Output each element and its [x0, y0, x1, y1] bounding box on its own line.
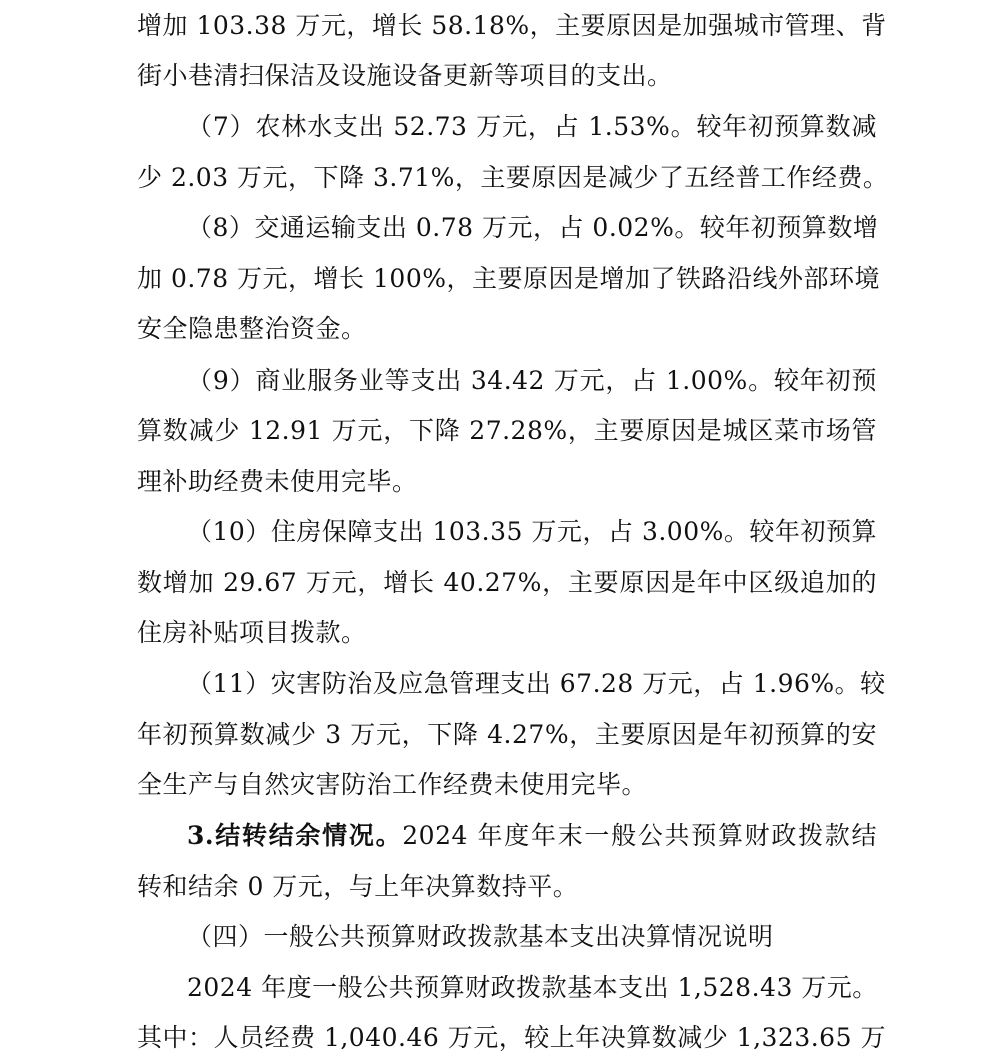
paragraph-line-1: 增加 103.38 万元，增长 58.18%，主要原因是加强城市管理、背 [137, 11, 887, 40]
paragraph-line-7: 安全隐患整治资金。 [137, 314, 367, 343]
paragraph-line-12: 数增加 29.67 万元，增长 40.27%，主要原因是年中区级追加的 [137, 568, 877, 597]
section3-line-2: 转和结余 0 万元，与上年决算数持平。 [137, 872, 579, 901]
paragraph-line-14: （11）灾害防治及应急管理支出 67.28 万元，占 1.96%。较 [187, 669, 886, 698]
paragraph-line-10: 理补助经费未使用完毕。 [137, 467, 418, 496]
paragraph-line-5: （8）交通运输支出 0.78 万元，占 0.02%。较年初预算数增 [187, 213, 879, 242]
paragraph-line-16: 全生产与自然灾害防治工作经费未使用完毕。 [137, 770, 648, 799]
section3-line-1 [187, 819, 877, 853]
section4-line-1: 2024 年度一般公共预算财政拨款基本支出 1,528.43 万元。 [187, 973, 878, 1002]
paragraph-line-13: 住房补贴项目拨款。 [137, 618, 367, 647]
section4-line-2: 其中：人员经费 1,040.46 万元，较上年决算数减少 1,323.65 万 [137, 1023, 886, 1052]
section3-heading: 3.结转结余情况。 [187, 821, 403, 850]
paragraph-line-6: 加 0.78 万元，增长 100%，主要原因是增加了铁路沿线外部环境 [137, 264, 880, 293]
paragraph-line-15: 年初预算数减少 3 万元，下降 4.27%，主要原因是年初预算的安 [137, 720, 877, 749]
paragraph-line-4: 少 2.03 万元，下降 3.71%，主要原因是减少了五经普工作经费。 [137, 163, 889, 192]
section3-text: 2024 年度年末一般公共预算财政拨款结 [402, 821, 877, 850]
paragraph-line-9: 算数减少 12.91 万元，下降 27.28%，主要原因是城区菜市场管 [137, 416, 877, 445]
paragraph-line-3: （7）农林水支出 52.73 万元，占 1.53%。较年初预算数减 [187, 112, 877, 141]
paragraph-line-2: 街小巷清扫保洁及设施设备更新等项目的支出。 [137, 61, 673, 90]
paragraph-line-8: （9）商业服务业等支出 34.42 万元，占 1.00%。较年初预 [187, 366, 877, 395]
section4-heading: （四）一般公共预算财政拨款基本支出决算情况说明 [187, 922, 774, 951]
paragraph-line-11: （10）住房保障支出 103.35 万元，占 3.00%。较年初预算 [187, 517, 877, 546]
